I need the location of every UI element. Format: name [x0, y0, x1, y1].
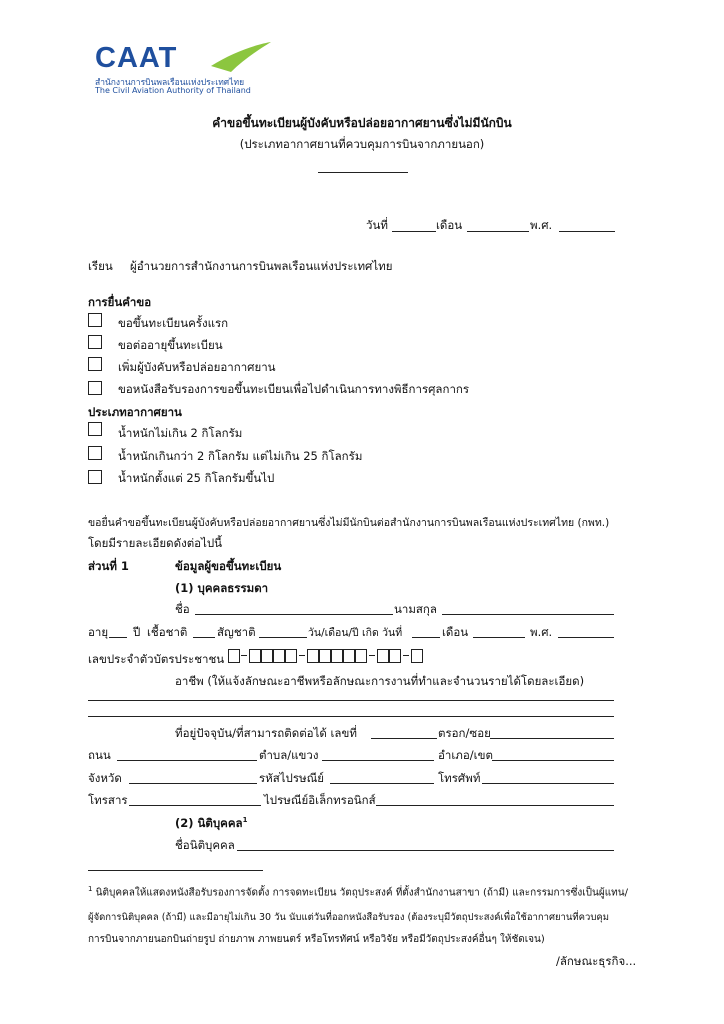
- intro-line-2: โดยมีรายละเอียดดังต่อไปนี้: [88, 536, 223, 550]
- salutation-label: เรียน: [88, 259, 113, 273]
- part1-label: ส่วนที่ 1: [88, 559, 129, 573]
- footnote-separator: [88, 870, 263, 871]
- address-label: ที่อยู่ปัจจุบัน/ที่สามารถติดต่อได้ เลขที่: [175, 726, 357, 740]
- request-option-label: เพิ่มผู้บังคับหรือปล่อยอากาศยาน: [118, 360, 276, 374]
- province-label: จังหวัด: [88, 771, 122, 785]
- logo-english-name: The Civil Aviation Authority of Thailand: [95, 86, 251, 95]
- part1-title: ข้อมูลผู้ขอขึ้นทะเบียน: [175, 559, 282, 573]
- id-card-label: เลขประจำตัวบัตรประชาชน: [88, 652, 225, 666]
- email-field[interactable]: [376, 805, 614, 806]
- occupation-field-2[interactable]: [88, 716, 614, 717]
- occupation-field-1[interactable]: [88, 700, 614, 701]
- birth-month-field[interactable]: [473, 637, 525, 638]
- footnote-marker: 1: [88, 885, 93, 893]
- request-heading: การยื่นคำขอ: [88, 295, 152, 309]
- date-day-field[interactable]: [392, 231, 436, 232]
- date-year-label: พ.ศ.: [530, 218, 553, 232]
- aircraft-type-checkbox[interactable]: [88, 446, 102, 460]
- subdistrict-field[interactable]: [322, 760, 434, 761]
- request-option-label: ขอต่ออายุขึ้นทะเบียน: [118, 338, 223, 352]
- salutation-recipient: ผู้อำนวยการสำนักงานการบินพลเรือนแห่งประเทศไทย: [130, 259, 393, 273]
- birth-year-label: พ.ศ.: [530, 625, 553, 639]
- postcode-field[interactable]: [330, 783, 434, 784]
- district-label: อำเภอ/เขต: [438, 748, 493, 762]
- request-option-checkbox[interactable]: [88, 335, 102, 349]
- juristic-heading-text: (2) นิติบุคคล: [175, 816, 243, 830]
- district-field[interactable]: [492, 760, 614, 761]
- natural-person-heading: (1) บุคคลธรรมดา: [175, 581, 269, 595]
- fax-field[interactable]: [129, 805, 261, 806]
- form-subtitle: (ประเภทอากาศยานที่ควบคุมการบินจากภายนอก): [239, 137, 485, 151]
- aircraft-type-heading: ประเภทอากาศยาน: [88, 405, 182, 419]
- footnote-line-2: ผู้จัดการนิติบุคคล (ถ้ามี) และมีอายุไม่เกิน 30 วัน นับแต่วันที่ออกหนังสือรับรอง (ต้องระบุมีวัตถุประสงค์เพื่อใช้อากาศยานที่ควบคุม: [88, 912, 609, 923]
- request-option-checkbox[interactable]: [88, 313, 102, 327]
- name-field[interactable]: [195, 614, 393, 615]
- date-year-field[interactable]: [559, 231, 615, 232]
- surname-field[interactable]: [442, 614, 614, 615]
- request-option-label: ขอขึ้นทะเบียนครั้งแรก: [118, 316, 229, 330]
- intro-line-1: ขอยื่นคำขอขึ้นทะเบียนผู้บังคับหรือปล่อยอากาศยานซึ่งไม่มีนักบินต่อสำนักงานการบินพลเรือนแห่งประเทศไทย (กพท.): [88, 517, 610, 529]
- aircraft-type-checkbox[interactable]: [88, 470, 102, 484]
- date-month-label: เดือน: [436, 218, 463, 232]
- road-field[interactable]: [117, 760, 257, 761]
- phone-field[interactable]: [482, 783, 614, 784]
- postcode-label: รหัสไปรษณีย์: [259, 771, 325, 785]
- age-field[interactable]: [109, 637, 127, 638]
- request-option-checkbox[interactable]: [88, 357, 102, 371]
- birthdate-label: วัน/เดือน/ปี เกิด วันที่: [308, 627, 403, 639]
- continuation-text: /ลักษณะธุรกิจ...: [556, 954, 637, 968]
- aircraft-type-checkbox[interactable]: [88, 422, 102, 436]
- nationality-field[interactable]: [259, 637, 307, 638]
- logo-thai-name: สำนักงานการบินพลเรือนแห่งประเทศไทย: [95, 78, 245, 88]
- soi-field[interactable]: [490, 738, 614, 739]
- age-label: อายุ: [88, 625, 109, 639]
- request-option-label: ขอหนังสือรับรองการขอขึ้นทะเบียนเพื่อไปดำเนินการทางพิธีการศุลกากร: [118, 382, 470, 396]
- aircraft-type-label: น้ำหนักตั้งแต่ 25 กิโลกรัมขึ้นไป: [118, 471, 275, 485]
- footnote-line-1: [88, 885, 628, 900]
- province-field[interactable]: [129, 783, 257, 784]
- name-label: ชื่อ: [175, 602, 190, 616]
- aircraft-type-label: น้ำหนักไม่เกิน 2 กิโลกรัม: [118, 426, 243, 440]
- logo: [93, 40, 283, 100]
- subdistrict-label: ตำบล/แขวง: [259, 748, 319, 762]
- logo-wordmark: CAAT: [95, 42, 178, 74]
- id-card-boxes[interactable]: [228, 651, 468, 665]
- birth-year-field[interactable]: [558, 637, 614, 638]
- race-label: เชื้อชาติ: [147, 625, 188, 639]
- footnote-text-1: นิติบุคคลให้แสดงหนังสือรับรองการจัดตั้ง การจดทะเบียน วัตถุประสงค์ ที่ตั้งสำนักงานสาขา (ถ้ามี) และกรรมการซึ่งเป็นผู้แทน/: [95, 887, 628, 899]
- form-title: คำขอขึ้นทะเบียนผู้บังคับหรือปล่อยอากาศยานซึ่งไม่มีนักบิน: [212, 116, 512, 130]
- surname-label: นามสกุล: [394, 602, 437, 616]
- date-month-field[interactable]: [467, 231, 529, 232]
- soi-label: ตรอก/ซอย: [438, 726, 491, 740]
- birth-day-field[interactable]: [412, 637, 440, 638]
- email-label: ไปรษณีย์อิเล็กทรอนิกส์: [264, 793, 376, 807]
- birth-month-label: เดือน: [442, 625, 469, 639]
- footnote-line-3: การบินจากภายนอกบินถ่ายรูป ถ่ายภาพ ภาพยนตร์ หรือโทรทัศน์ หรือวิจัย หรือมีวัตถุประสงค์อื่นๆ ให้ชัดเจน): [88, 934, 545, 945]
- request-option-checkbox[interactable]: [88, 381, 102, 395]
- aircraft-type-label: น้ำหนักเกินกว่า 2 กิโลกรัม แต่ไม่เกิน 25 กิโลกรัม: [118, 449, 363, 463]
- date-day-label: วันที่: [366, 218, 388, 232]
- road-label: ถนน: [88, 748, 111, 762]
- juristic-footnote-ref[interactable]: 1: [242, 816, 248, 825]
- juristic-name-field[interactable]: [237, 850, 614, 851]
- juristic-heading: [175, 815, 247, 833]
- phone-label: โทรศัพท์: [438, 771, 481, 785]
- fax-label: โทรสาร: [88, 793, 128, 807]
- juristic-name-label: ชื่อนิติบุคคล: [175, 838, 235, 852]
- nationality-label: สัญชาติ: [217, 625, 256, 639]
- address-number-field[interactable]: [371, 738, 437, 739]
- title-underline: [318, 172, 408, 173]
- years-label: ปี: [133, 625, 141, 639]
- race-field[interactable]: [193, 637, 215, 638]
- occupation-label: อาชีพ (ให้แจ้งลักษณะอาชีพหรือลักษณะการงานที่ทำและจำนวนรายได้โดยละเอียด): [175, 674, 585, 688]
